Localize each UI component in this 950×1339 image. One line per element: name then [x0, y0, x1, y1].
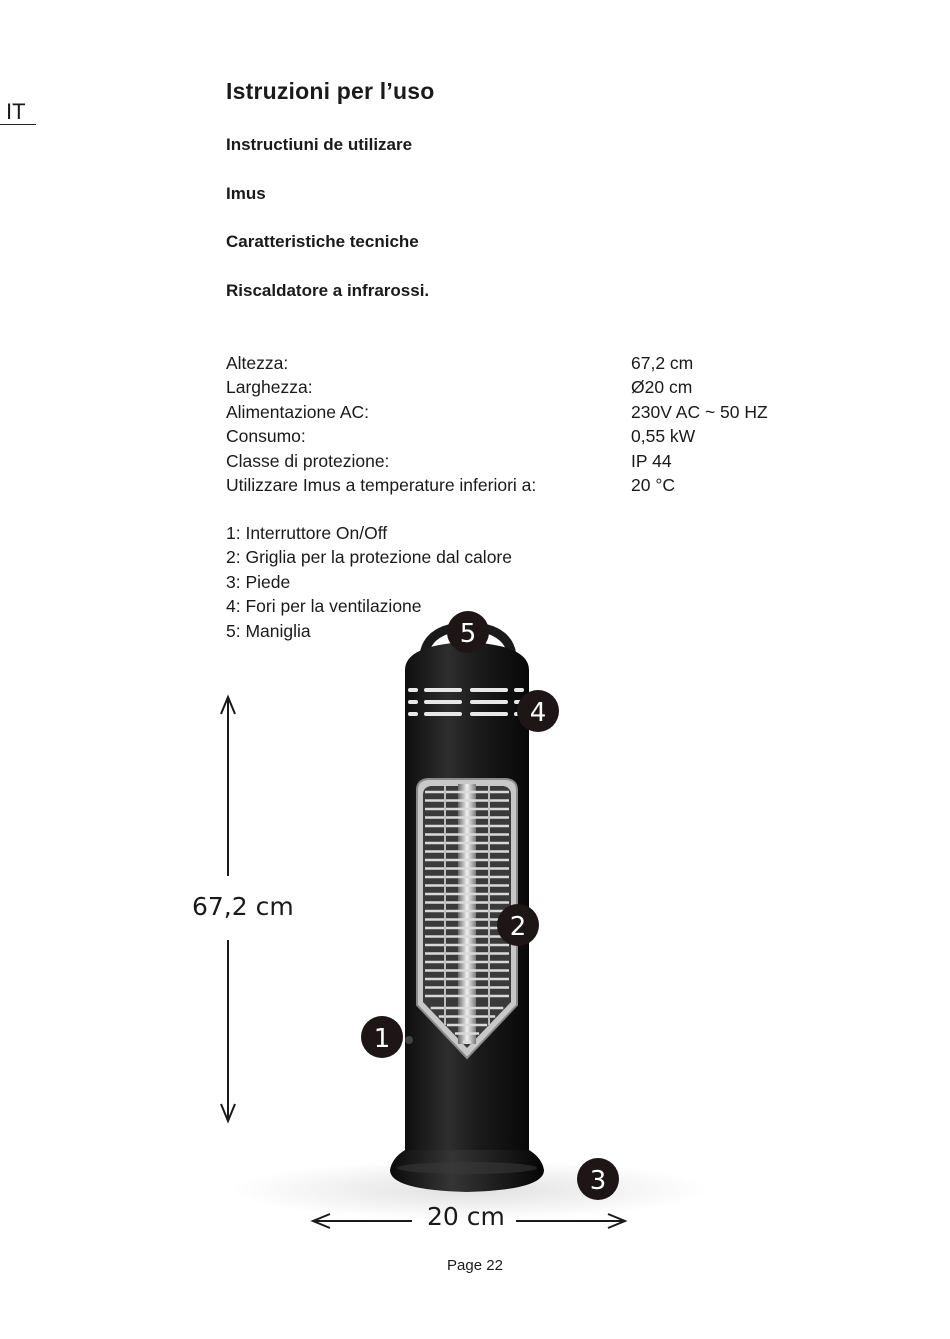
callout-1 — [361, 1016, 403, 1058]
heating-tube — [458, 784, 476, 1044]
part-item: 3: Piede — [226, 571, 291, 592]
callout-3 — [577, 1158, 619, 1200]
callout-label: 4 — [529, 698, 547, 728]
spec-row — [226, 449, 786, 473]
spec-value: Ø20 cm — [631, 377, 693, 398]
spec-row — [226, 473, 786, 497]
spec-row — [226, 375, 786, 399]
width-dimension-label: 20 cm — [427, 1202, 505, 1231]
part-item: 2: Griglia per la protezione dal calore — [226, 547, 512, 568]
callout-label: 2 — [509, 912, 527, 942]
spec-row — [226, 351, 786, 375]
power-switch — [405, 1036, 413, 1044]
callout-label: 1 — [373, 1024, 391, 1054]
spec-value: 20 °C — [631, 474, 675, 495]
callout-5 — [447, 611, 489, 653]
part-item: 5: Maniglia — [226, 620, 311, 641]
callout-2 — [497, 904, 539, 946]
page-title: Istruzioni per l’uso — [226, 78, 435, 104]
subheading-product-name: Imus — [226, 184, 266, 203]
subheading-instructions-ro: Instructiuni de utilizare — [226, 135, 413, 154]
part-item: 4: Fori per la ventilazione — [226, 596, 422, 617]
spec-label: Alimentazione AC: — [226, 401, 369, 422]
spec-value: 230V AC ~ 50 HZ — [631, 401, 768, 422]
spec-row — [226, 400, 786, 424]
page-number: Page 22 — [447, 1257, 503, 1274]
language-tag: IT — [0, 100, 36, 125]
spec-label: Utilizzare Imus a temperature inferiori a: — [226, 474, 537, 495]
height-dimension-label: 67,2 cm — [192, 892, 294, 921]
subheading-technical-specs: Caratteristiche tecniche — [226, 232, 419, 251]
spec-value: 67,2 cm — [631, 353, 694, 373]
heater-illustration — [0, 600, 950, 1250]
spec-value: IP 44 — [631, 450, 672, 471]
spec-label: Classe di protezione: — [226, 450, 390, 471]
part-item: 1: Interruttore On/Off — [226, 523, 388, 543]
subheading-product-type: Riscaldatore a infrarossi. — [226, 281, 430, 300]
spec-label: Consumo: — [226, 426, 306, 447]
spec-row — [226, 424, 786, 448]
spec-label: Altezza: — [226, 353, 289, 373]
callout-label: 3 — [589, 1166, 607, 1196]
heater-figure — [0, 600, 950, 1250]
spec-label: Larghezza: — [226, 377, 313, 398]
callout-label: 5 — [459, 619, 477, 649]
spec-table — [226, 351, 786, 497]
callout-4 — [517, 690, 559, 732]
spec-value: 0,55 kW — [631, 426, 696, 447]
